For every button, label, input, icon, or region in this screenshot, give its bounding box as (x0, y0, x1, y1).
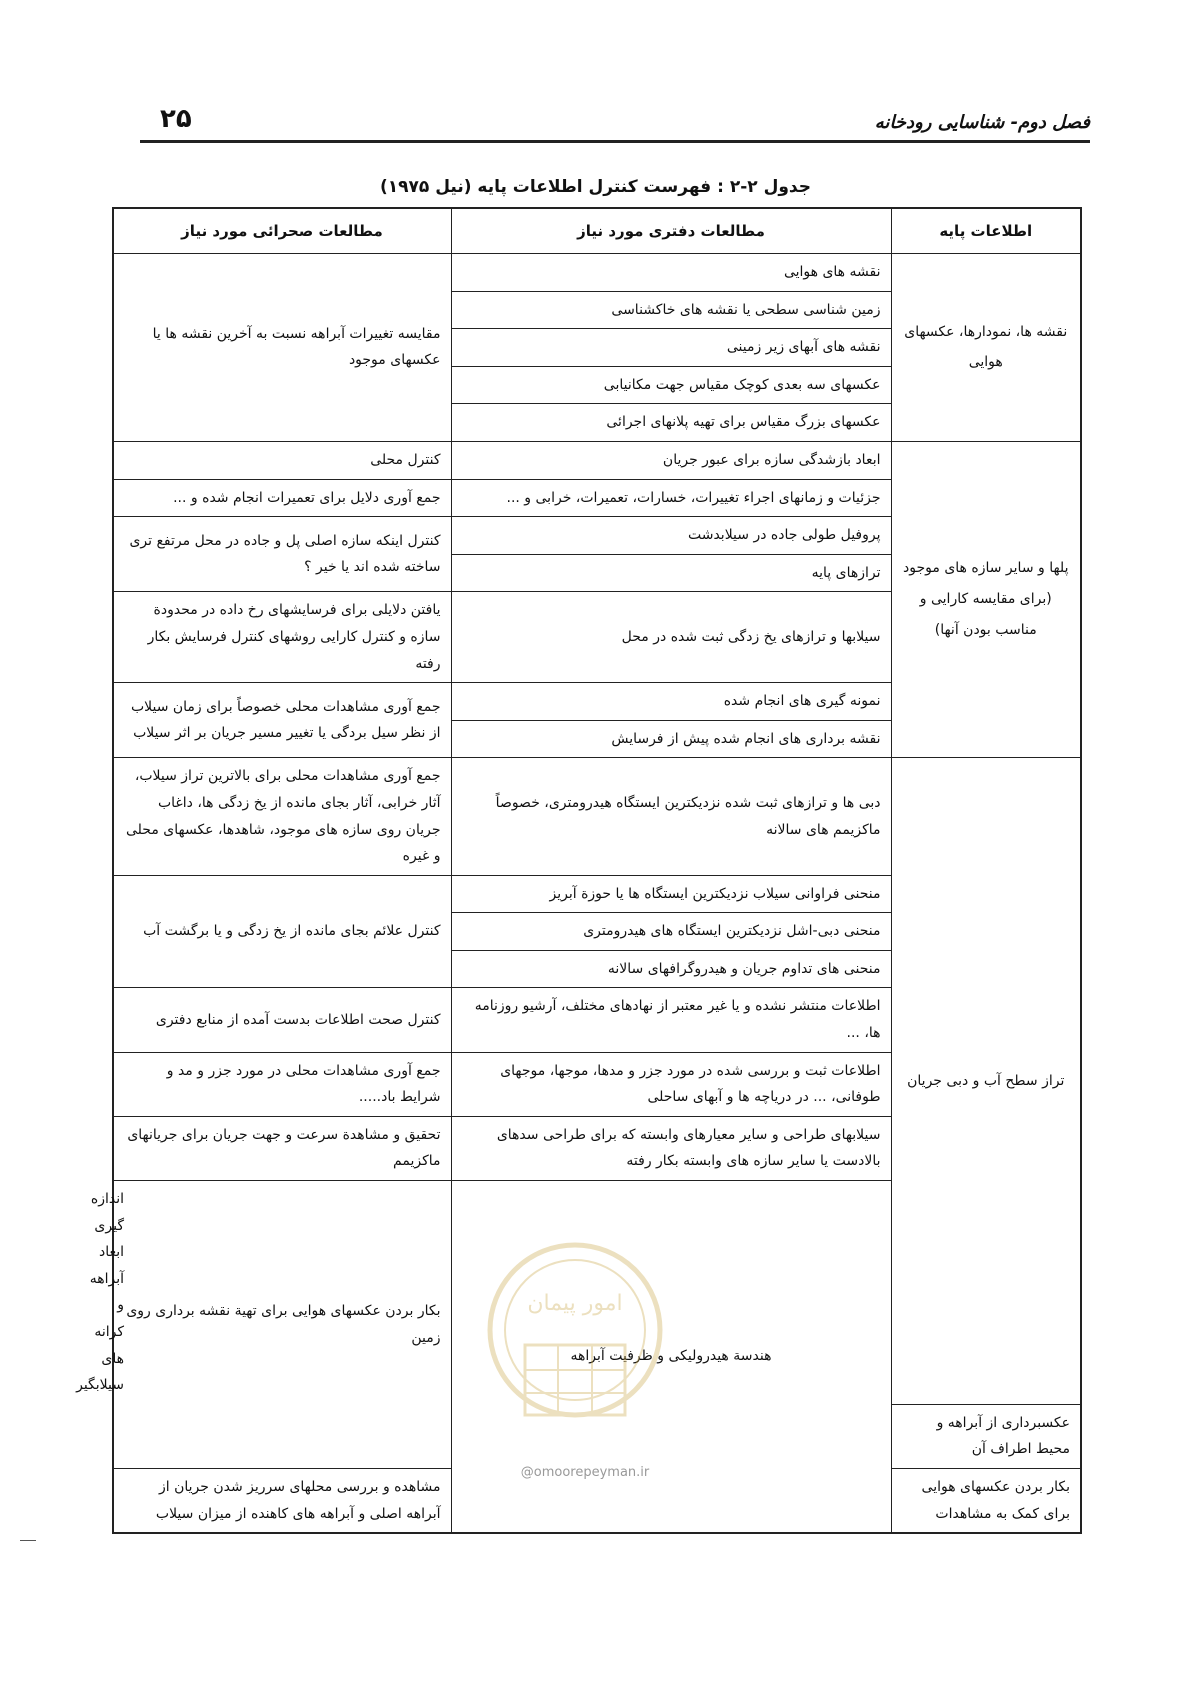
watermark-logo-text: امور پیمان (527, 1291, 623, 1316)
table-caption: جدول ۲-۲ : فهرست کنترل اطلاعات پایه (نیل ۱۹۷۵) (380, 177, 811, 197)
field-cell: جمع آوری مشاهدات محلی خصوصاً برای زمان سیلاب از نظر سیل بردگی یا تغییر مسیر جریان بر اثر سیلاب (113, 683, 451, 758)
seal-logo-icon (480, 1235, 670, 1465)
header-office: مطالعات دفتری مورد نیاز (451, 208, 891, 254)
field-cell: کنترل صحت اطلاعات بدست آمده از منابع دفتری (113, 988, 451, 1052)
office-cell: منحنی فراوانی سیلاب نزدیکترین ایستگاه ها یا حوزة آبریز (451, 875, 891, 913)
chapter-title: فصل دوم- شناسایی رودخانه (874, 112, 1090, 133)
table-row: هندسة هیدرولیکی و ظرفیت آبراهه بکار بردن عکسهای هوایی برای تهیة نقشه برداری روی زمین اندازه گیری ابعاد آبراهه و کرانه های سیلابگیر (113, 1181, 1081, 1405)
watermark-site: @omoorepeyman.ir (520, 1465, 650, 1480)
base-cell-maps: نقشه ها، نمودارها، عکسهای هوایی (891, 254, 1081, 442)
office-cell: دبی ها و ترازهای ثبت شده نزدیکترین ایستگاه هیدرومتری، خصوصاً ماکزیمم های سالانه (451, 758, 891, 875)
field-cell: کنترل محلی (113, 441, 451, 479)
field-cell: مشاهده و بررسی محلهای سرریز شدن جریان از آبراهه اصلی و آبراهه های کاهنده از میزان سیلاب (113, 1468, 451, 1533)
table-row (113, 758, 1081, 875)
office-cell: پروفیل طولی جاده در سیلابدشت (451, 517, 891, 555)
header-base: اطلاعات پایه (891, 208, 1081, 254)
field-cell: یافتن دلایلی برای فرسایشهای رخ داده در محدودة سازه و کنترل کارایی روشهای کنترل فرسایش بکار رفته (113, 592, 451, 683)
field-cell: مقایسه تغییرات آبراهه نسبت به آخرین نقشه ها یا عکسهای موجود (113, 254, 451, 442)
field-cell: کنترل علائم بجای مانده از یخ زدگی و یا برگشت آب (113, 875, 451, 988)
office-cell: نقشه های هوایی (451, 254, 891, 292)
office-cell: نقشه برداری های انجام شده پیش از فرسایش (451, 720, 891, 758)
field-cell: جمع آوری مشاهدات محلی در مورد جزر و مد و شرایط باد..... (113, 1052, 451, 1116)
table-row (113, 254, 1081, 292)
office-cell: ترازهای پایه (451, 554, 891, 592)
office-cell: اطلاعات ثبت و بررسی شده در مورد جزر و مدها، موجها، موجهای طوفانی، ... در دریاچه ها و آبهای ساحلی (451, 1052, 891, 1116)
office-cell: سیلابها و ترازهای یخ زدگی ثبت شده در محل (451, 592, 891, 683)
office-cell: عکسهای بزرگ مقیاس برای تهیه پلانهای اجرائی (451, 404, 891, 442)
office-cell: نقشه های آبهای زیر زمینی (451, 329, 891, 367)
header-field: مطالعات صحرائی مورد نیاز (113, 208, 451, 254)
office-cell: جزئیات و زمانهای اجراء تغییرات، خسارات، تعمیرات، خرابی و ... (451, 479, 891, 517)
office-cell: نمونه گیری های انجام شده (451, 683, 891, 721)
base-cell-bridges: پلها و سایر سازه های موجود (برای مقایسه کارایی و مناسب بودن آنها) (891, 441, 1081, 757)
field-cell: عکسبرداری از آبراهه و محیط اطراف آن (891, 1404, 1081, 1468)
page-number: ۲۵ (160, 104, 192, 134)
table-header-row (113, 208, 1081, 254)
table-row (113, 441, 1081, 479)
office-cell: بکار بردن عکسهای هوایی برای تهیة نقشه برداری روی زمین (113, 1181, 451, 1469)
field-cell: کنترل اینکه سازه اصلی پل و جاده در محل مرتفع تری ساخته شده اند یا خیر ؟ (113, 517, 451, 592)
office-cell: بکار بردن عکسهای هوایی برای کمک به مشاهدات (891, 1468, 1081, 1533)
office-cell: زمین شناسی سطحی یا نقشه های خاکشناسی (451, 291, 891, 329)
office-cell: منحنی دبی-اشل نزدیکترین ایستگاه های هیدرومتری (451, 913, 891, 951)
field-cell: تحقیق و مشاهدة سرعت و جهت جریان برای جریانهای ماکزیمم (113, 1116, 451, 1180)
office-cell: منحنی های تداوم جریان و هیدروگرافهای سالانه (451, 950, 891, 988)
office-cell: اطلاعات منتشر نشده و یا غیر معتبر از نهادهای مختلف، آرشیو روزنامه ها، ... (451, 988, 891, 1052)
field-cell: جمع آوری مشاهدات محلی برای بالاترین تراز سیلاب، آثار خرابی، آثار بجای مانده از یخ زدگی ها، داغاب جریان روی سازه های موجود، شاهدها، عکسهای محلی و غیره (113, 758, 451, 875)
office-cell: عکسهای سه بعدی کوچک مقیاس جهت مکانیابی (451, 366, 891, 404)
office-cell: ابعاد بازشدگی سازه برای عبور جریان (451, 441, 891, 479)
office-cell: سیلابهای طراحی و سایر معیارهای وابسته که برای طراحی سدهای بالادست یا سایر سازه های وابسته بکار رفته (451, 1116, 891, 1180)
footer-mark (20, 1540, 36, 1541)
base-cell-water-level: تراز سطح آب و دبی جریان (891, 758, 1081, 1404)
page-header (140, 100, 1090, 143)
base-cell-hydraulic-geometry: هندسة هیدرولیکی و ظرفیت آبراهه (451, 1181, 891, 1534)
field-cell: جمع آوری دلایل برای تعمیرات انجام شده و ... (113, 479, 451, 517)
